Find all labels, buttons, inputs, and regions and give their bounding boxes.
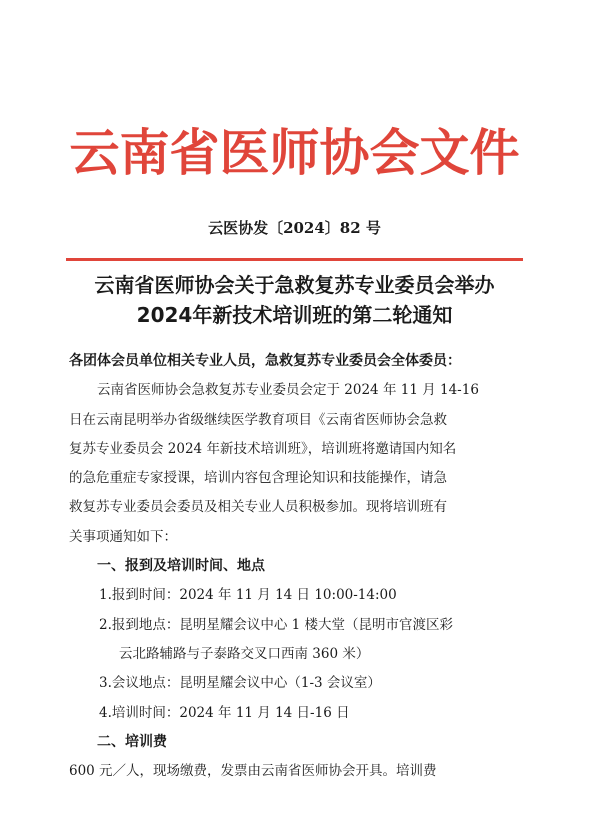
intro-line: 云南省医师协会急救复苏专业委员会定于 2024 年 11 月 14-16: [97, 382, 479, 399]
intro-line: 复苏专业委员会 2024 年新技术培训班》，培训班将邀请国内知名: [69, 440, 457, 457]
intro-line: 的急危重症专家授课，培训内容包含理论知识和技能操作，请急: [69, 470, 447, 487]
fee-line: 600 元／人，现场缴费，发票由云南省医师协会开具。培训费: [69, 763, 437, 780]
salutation: 各团体会员单位相关专业人员，急救复苏专业委员会全体委员：: [69, 353, 461, 369]
notice-title-line-1: 云南省医师协会关于急救复苏专业委员会举办: [94, 273, 495, 297]
list-item-registration-time: 1.报到时间：2024 年 11 月 14 日 10:00-14:00: [99, 587, 397, 604]
intro-line: 关事项通知如下：: [69, 528, 177, 545]
section-heading-registration: 一、报到及培训时间、地点: [97, 558, 265, 575]
org-header-title: 云南省医师协会文件: [69, 123, 520, 182]
document-number: 云医协发〔2024〕82 号: [208, 219, 381, 237]
notice-title-line-2: 2024年新技术培训班的第二轮通知: [136, 303, 453, 327]
section-heading-fee: 二、培训费: [97, 733, 167, 750]
list-item-registration-place: 2.报到地点：昆明星耀会议中心 1 楼大堂（昆明市官渡区彩: [99, 616, 454, 633]
list-item-training-time: 4.培训时间：2024 年 11 月 14 日-16 日: [99, 704, 350, 721]
list-item-meeting-place: 3.会议地点：昆明星耀会议中心（1-3 会议室）: [99, 675, 381, 692]
list-item-registration-place-cont: 云北路辅路与子泰路交叉口西南 360 米）: [119, 645, 370, 662]
notice-body: [69, 347, 521, 786]
intro-line: 日在云南昆明举办省级继续医学教育项目《云南省医师协会急救: [69, 411, 447, 428]
notice-title: [0, 270, 589, 330]
red-header-rule: [66, 258, 523, 261]
intro-line: 救复苏专业委员会委员及相关专业人员积极参加。现将培训班有: [69, 499, 447, 516]
